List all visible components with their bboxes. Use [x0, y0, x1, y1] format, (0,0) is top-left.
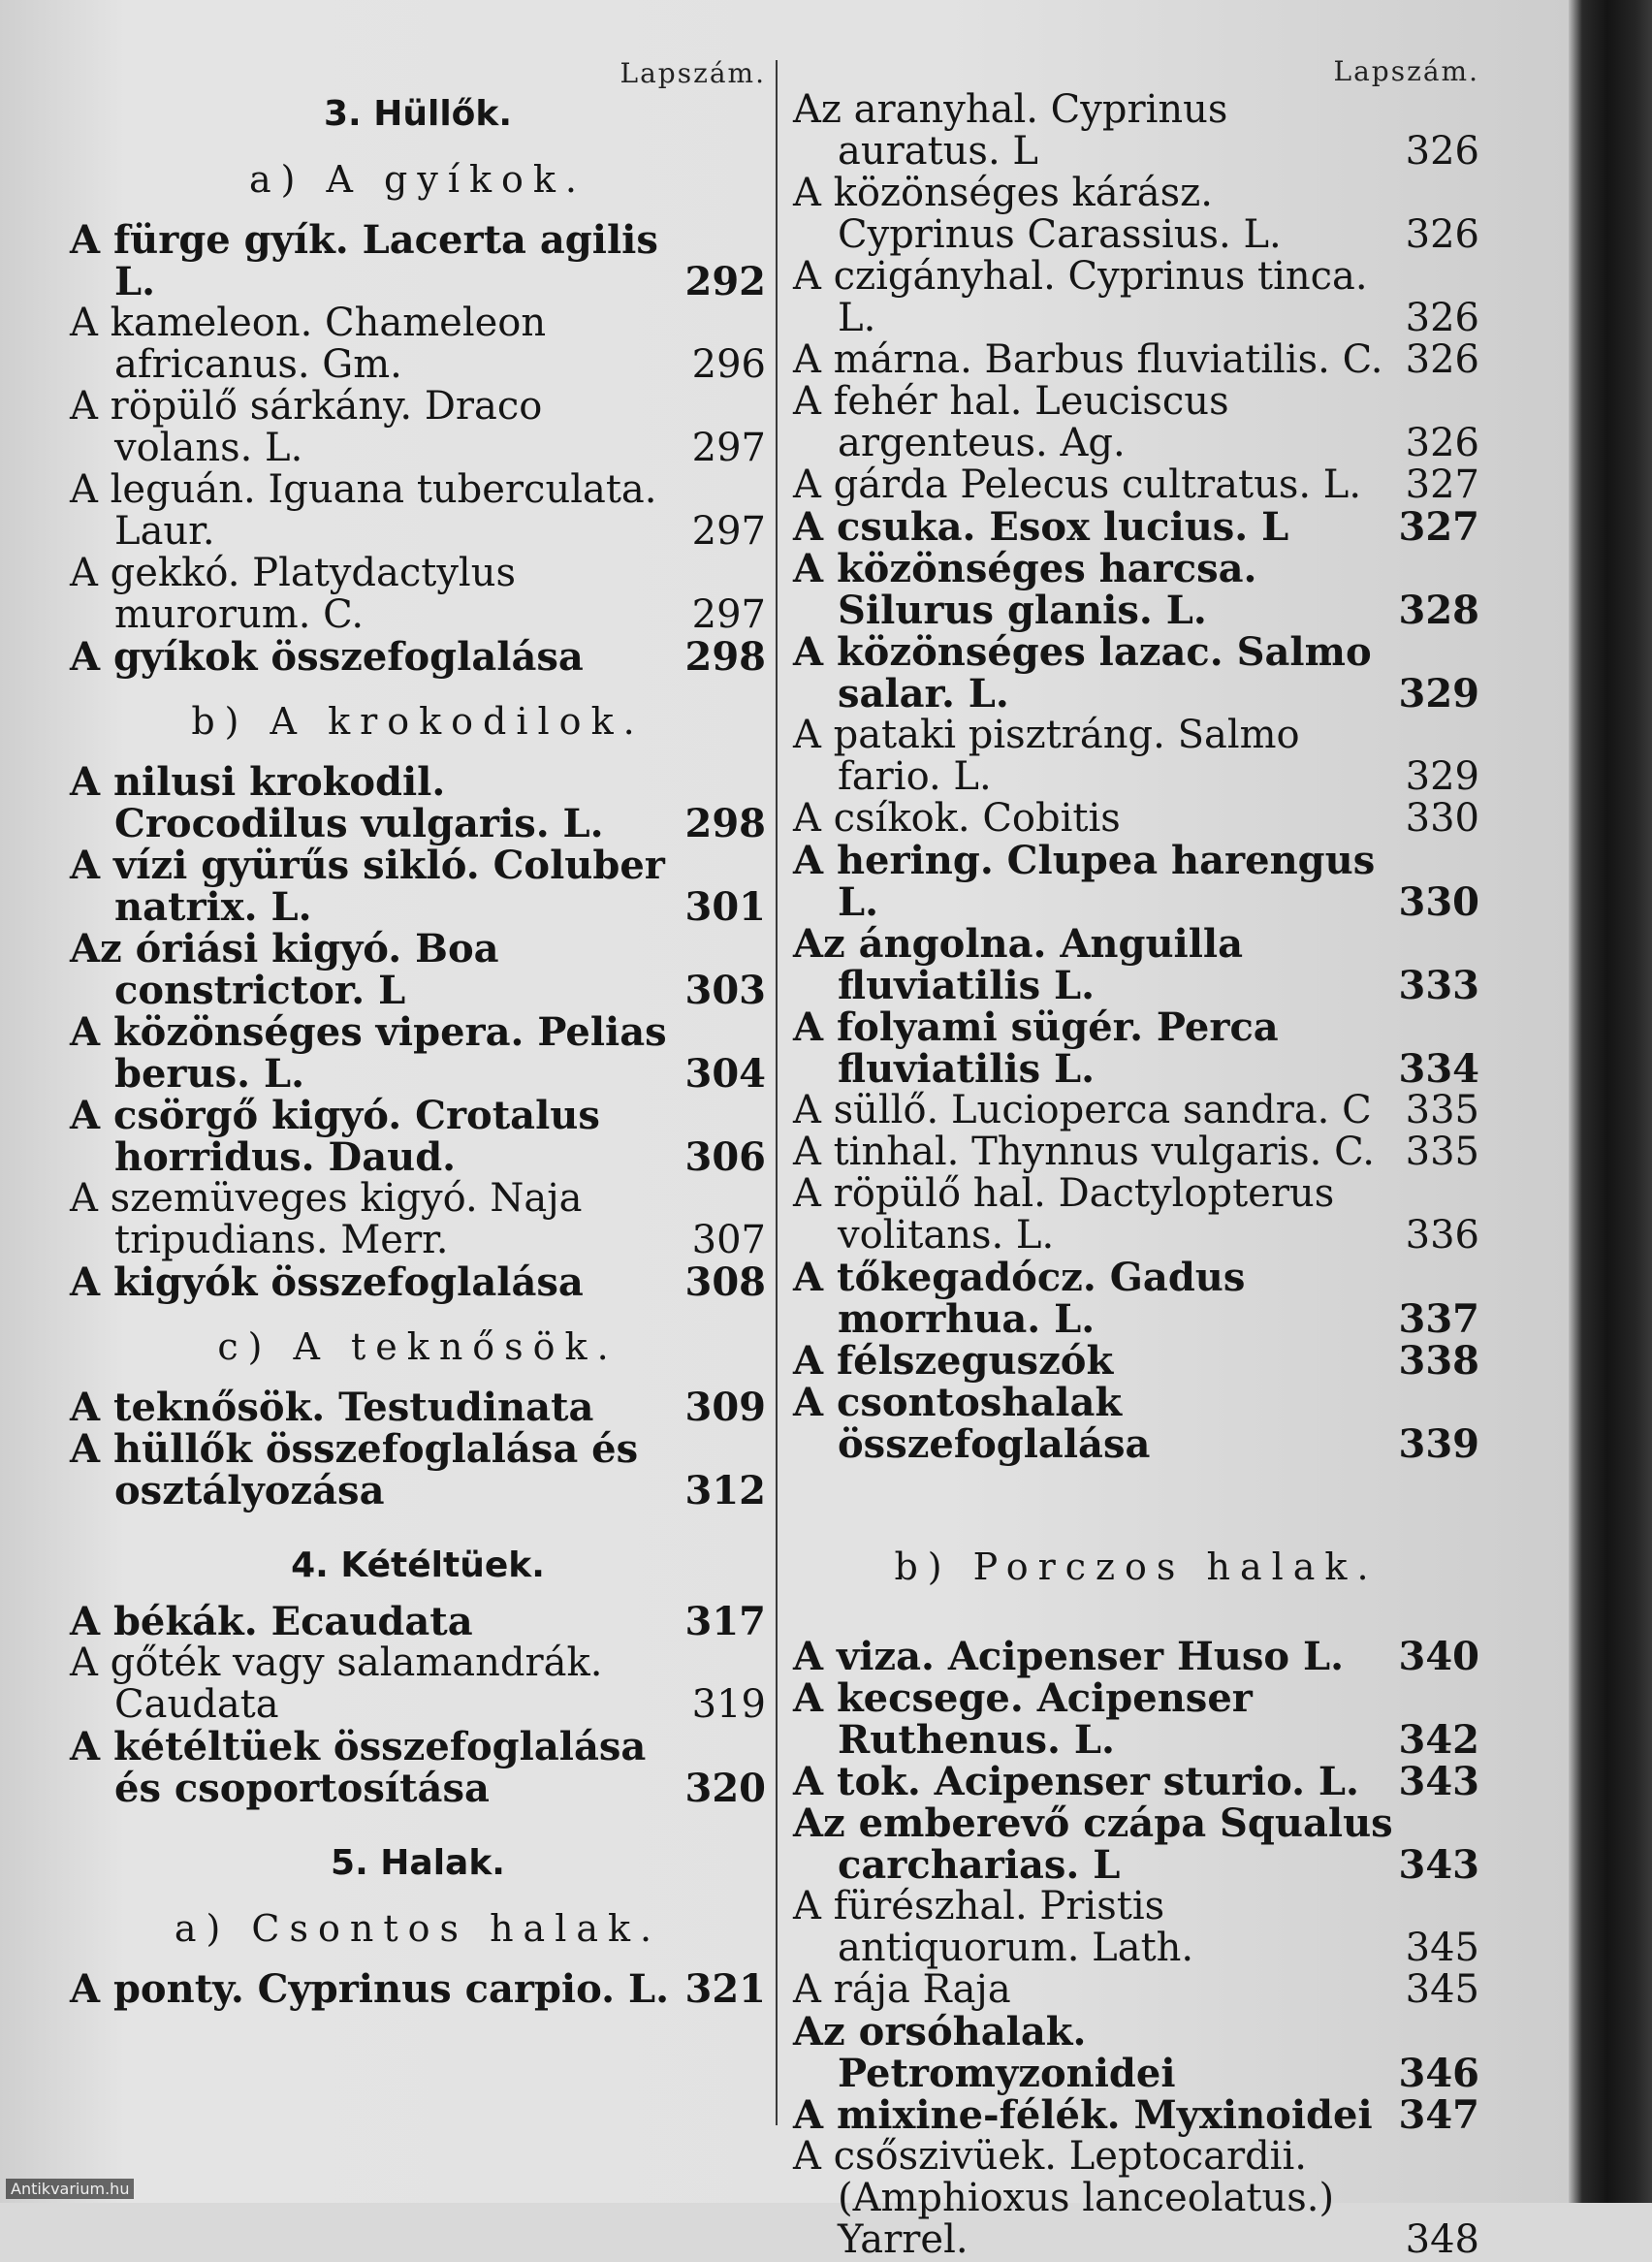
toc-entry-title: Az ángolna. Anguilla fluviatilis L. [793, 921, 1244, 1008]
entries-gyikok [70, 219, 766, 678]
toc-entry [793, 173, 1479, 256]
toc-entry-title: A gekkó. Platydactylus murorum. C. [70, 551, 516, 637]
toc-entry-page: 326 [1405, 296, 1479, 340]
toc-entry-title: A gárda Pelecus cultratus. L. [793, 462, 1362, 507]
toc-entry-page: 330 [1398, 879, 1479, 925]
toc-entry [70, 1011, 766, 1095]
toc-entry-page: 345 [1405, 1967, 1479, 2012]
toc-entry [70, 219, 766, 303]
toc-entry-page: 347 [1398, 2092, 1479, 2138]
spacer [793, 1607, 1479, 1636]
toc-entry-page: 329 [1405, 754, 1479, 799]
toc-entry-title: Az óriási kigyó. Boa constrictor. L [70, 926, 499, 1013]
toc-entry-page: 326 [1405, 129, 1479, 174]
toc-entry-page: 296 [691, 342, 766, 387]
toc-entry [793, 840, 1479, 923]
toc-entry-page: 319 [691, 1682, 766, 1727]
toc-entry-page: 297 [691, 509, 766, 554]
toc-entry-title: A nilusi krokodil. Crocodilus vulgaris. L. [70, 759, 604, 846]
toc-entry-page: 298 [684, 634, 766, 680]
toc-entry-page: 307 [691, 1218, 766, 1262]
lapszam-label-right: Lapszám. [1333, 55, 1479, 87]
toc-entry-title: A ponty. Cyprinus carpio. L. [70, 1966, 669, 2012]
toc-entry-page: 335 [1405, 1130, 1479, 1174]
toc-entry-title: A szemüveges kigyó. Naja tripudians. Merr. [70, 1176, 583, 1262]
entries-porczos [793, 1636, 1479, 2261]
toc-entry-page: 339 [1398, 1421, 1479, 1467]
toc-entry [793, 2094, 1479, 2136]
toc-entry [793, 381, 1479, 464]
toc-entry-title: A csontoshalak összefoglalása [793, 1380, 1151, 1467]
subheading-krokodilok: b) A krokodilok. [191, 700, 645, 743]
toc-entry [70, 928, 766, 1011]
toc-entry [793, 464, 1479, 506]
toc-entry [793, 1969, 1479, 2011]
toc-entry [793, 2011, 1479, 2094]
toc-entry-page: 338 [1398, 1338, 1479, 1384]
toc-entry-title: A gyíkok összefoglalása [70, 634, 584, 680]
column-divider [776, 60, 778, 2125]
toc-entry-page: 340 [1398, 1634, 1479, 1679]
toc-entry [793, 798, 1479, 840]
toc-entry-page: 328 [1398, 588, 1479, 633]
toc-entry-title: A kigyók összefoglalása [70, 1259, 584, 1305]
toc-entry [793, 1382, 1479, 1465]
toc-entry [70, 303, 766, 386]
entries-keteltuek [70, 1601, 766, 1809]
toc-entry-title: A békák. Ecaudata [70, 1599, 473, 1644]
toc-entry-title: A viza. Acipenser Huso L. [793, 1634, 1344, 1679]
toc-entry [70, 553, 766, 636]
toc-entry [70, 1095, 766, 1178]
toc-entry-title: A csuka. Esox lucius. L [793, 504, 1289, 550]
toc-entry [793, 923, 1479, 1006]
toc-entry [70, 1178, 766, 1261]
toc-entry-title: A folyami sügér. Perca fluviatilis L. [793, 1004, 1279, 1092]
toc-entry [793, 89, 1479, 173]
toc-entry-title: A rája Raja [793, 1967, 1011, 2012]
toc-entry [70, 1428, 766, 1512]
entries-csontos-right [793, 89, 1479, 1465]
toc-entry-page: 321 [684, 1966, 766, 2012]
toc-entry-title: A pataki pisztráng. Salmo fario. L. [793, 713, 1300, 799]
toc-entry [70, 761, 766, 844]
toc-entry-page: 342 [1398, 1717, 1479, 1763]
entries-halak-left [70, 1968, 766, 2010]
toc-entry-page: 306 [684, 1134, 766, 1180]
toc-entry-page: 297 [691, 426, 766, 470]
toc-entry-page: 309 [684, 1385, 766, 1430]
toc-entry-title: A kecsege. Acipenser Ruthenus. L. [793, 1675, 1253, 1763]
toc-entry [793, 1677, 1479, 1761]
entries-teknosok [70, 1386, 766, 1512]
toc-entry [70, 1642, 766, 1726]
toc-entry [793, 548, 1479, 631]
toc-entry [70, 469, 766, 553]
toc-entry-page: 343 [1398, 1842, 1479, 1888]
toc-entry-page: 304 [684, 1051, 766, 1097]
toc-entry [70, 386, 766, 469]
toc-entry-title: Az emberevő czápa Squalus carcharias. L [793, 1800, 1393, 1888]
toc-entry-page: 317 [684, 1599, 766, 1644]
toc-entry-page: 301 [684, 884, 766, 930]
toc-entry [793, 1886, 1479, 1969]
subheading-gyikok: a) A gyíkok. [248, 158, 588, 201]
toc-entry [793, 339, 1479, 381]
toc-entry-page: 348 [1405, 2217, 1479, 2262]
subheading-csontos-halak: a) Csontos halak. [174, 1907, 662, 1950]
toc-entry-title: A röpülő sárkány. Draco volans. L. [70, 384, 543, 470]
toc-entry-title: A márna. Barbus fluviatilis. C. [793, 337, 1383, 382]
toc-entry [793, 2136, 1479, 2261]
toc-entry [793, 506, 1479, 548]
toc-entry [70, 1386, 766, 1428]
watermark: Antikvarium.hu [6, 2179, 134, 2199]
section-heading-halak: 5. Halak. [331, 1843, 505, 1883]
toc-entry-page: 326 [1405, 337, 1479, 382]
toc-entry-title: A vízi gyürűs sikló. Coluber natrix. L. [70, 843, 665, 930]
toc-entry-title: A gőték vagy salamandrák. Caudata [70, 1641, 603, 1727]
lapszam-label-left: Lapszám. [620, 57, 766, 89]
entries-krokodilok [70, 761, 766, 1303]
toc-entry-title: A fürészhal. Pristis antiquorum. Lath. [793, 1884, 1194, 1970]
toc-entry-page: 308 [684, 1259, 766, 1305]
toc-entry-title: A tok. Acipenser sturio. L. [793, 1759, 1359, 1804]
toc-entry [793, 715, 1479, 798]
toc-entry-title: A közönséges vipera. Pelias berus. L. [70, 1009, 667, 1097]
toc-entry-title: A czigányhal. Cyprinus tinca. L. [793, 254, 1368, 340]
toc-entry-title: A közönséges lazac. Salmo salar. L. [793, 629, 1372, 717]
toc-entry [70, 1968, 766, 2010]
toc-entry [793, 1173, 1479, 1257]
toc-entry-title: A süllő. Lucioperca sandra. C [793, 1088, 1372, 1132]
toc-entry-page: 327 [1405, 462, 1479, 507]
toc-entry-title: A röpülő hal. Dactylopterus volitans. L. [793, 1171, 1335, 1258]
toc-entry-page: 326 [1405, 421, 1479, 465]
left-column [70, 54, 766, 2010]
toc-entry-page: 337 [1398, 1296, 1479, 1342]
toc-entry-page: 335 [1405, 1088, 1479, 1132]
toc-entry-title: A csörgő kigyó. Crotalus horridus. Daud. [70, 1093, 600, 1180]
toc-entry-title: A közönséges kárász. Cyprinus Carassius. L. [793, 171, 1282, 257]
toc-entry-page: 346 [1398, 2051, 1479, 2096]
book-spine [1569, 0, 1652, 2203]
toc-entry-title: A fürge gyík. Lacerta agilis L. [70, 217, 658, 304]
toc-entry-page: 303 [684, 968, 766, 1013]
toc-entry-title: A tőkegadócz. Gadus morrhua. L. [793, 1255, 1246, 1342]
toc-entry-title: A közönséges harcsa. Silurus glanis. L. [793, 546, 1257, 633]
toc-entry [793, 1257, 1479, 1340]
toc-entry-page: 312 [684, 1468, 766, 1513]
toc-entry-page: 327 [1398, 504, 1479, 550]
toc-entry-title: A tinhal. Thynnus vulgaris. C. [793, 1130, 1375, 1174]
toc-entry-page: 292 [684, 259, 766, 304]
toc-entry-title: Az orsóhalak. Petromyzonidei [793, 2009, 1176, 2096]
toc-entry [70, 844, 766, 928]
toc-entry-page: 343 [1398, 1759, 1479, 1804]
toc-entry-title: Az aranyhal. Cyprinus auratus. L [793, 87, 1228, 174]
toc-entry [793, 631, 1479, 715]
toc-entry-page: 298 [684, 801, 766, 846]
toc-entry [70, 636, 766, 678]
toc-entry-page: 320 [684, 1766, 766, 1811]
toc-entry-page: 334 [1398, 1046, 1479, 1092]
toc-entry-title: A kétéltüek összefoglalása és csoportosítása [70, 1724, 647, 1811]
toc-entry-page: 326 [1405, 212, 1479, 257]
right-column [793, 54, 1479, 2261]
toc-entry [793, 1006, 1479, 1090]
toc-entry [793, 1761, 1479, 1802]
toc-entry-page: 330 [1405, 796, 1479, 841]
toc-entry [793, 1636, 1479, 1677]
toc-entry [70, 1726, 766, 1809]
toc-entry-title: A fehér hal. Leuciscus argenteus. Ag. [793, 379, 1229, 465]
toc-entry-page: 333 [1398, 963, 1479, 1008]
toc-entry [793, 1802, 1479, 1886]
toc-entry-title: A csíkok. Cobitis [793, 796, 1121, 841]
toc-entry-page: 345 [1405, 1926, 1479, 1970]
toc-entry-title: A hering. Clupea harengus L. [793, 838, 1376, 925]
toc-entry-title: A mixine-félék. Myxinoidei [793, 2092, 1373, 2138]
toc-entry-title: A leguán. Iguana tuberculata. Laur. [70, 467, 657, 554]
toc-entry [70, 1261, 766, 1303]
toc-entry [70, 1601, 766, 1642]
spacer [793, 1465, 1479, 1523]
toc-entry [793, 1340, 1479, 1382]
toc-entry-page: 329 [1398, 671, 1479, 717]
toc-entry-title: A kameleon. Chameleon africanus. Gm. [70, 301, 547, 387]
toc-entry-title: A félszeguszók [793, 1338, 1114, 1384]
toc-entry [793, 1131, 1479, 1173]
toc-entry-title: A hüllők összefoglalása és osztályozása [70, 1426, 639, 1513]
toc-entry-title: A csőszivüek. Leptocardii. (Amphioxus lanceolatus.) Yarrel. [793, 2134, 1335, 2262]
subheading-porczos-halak: b) Porczos halak. [894, 1545, 1379, 1588]
toc-entry-page: 336 [1405, 1213, 1479, 1258]
subheading-teknosok: c) A teknősök. [217, 1325, 619, 1368]
toc-entry [793, 1090, 1479, 1131]
toc-entry-page: 297 [691, 592, 766, 637]
section-heading-keteltuek: 4. Kétéltüek. [291, 1545, 545, 1585]
toc-entry [793, 256, 1479, 339]
section-heading-hullok: 3. Hüllők. [323, 94, 513, 134]
toc-entry-title: A teknősök. Testudinata [70, 1385, 594, 1430]
